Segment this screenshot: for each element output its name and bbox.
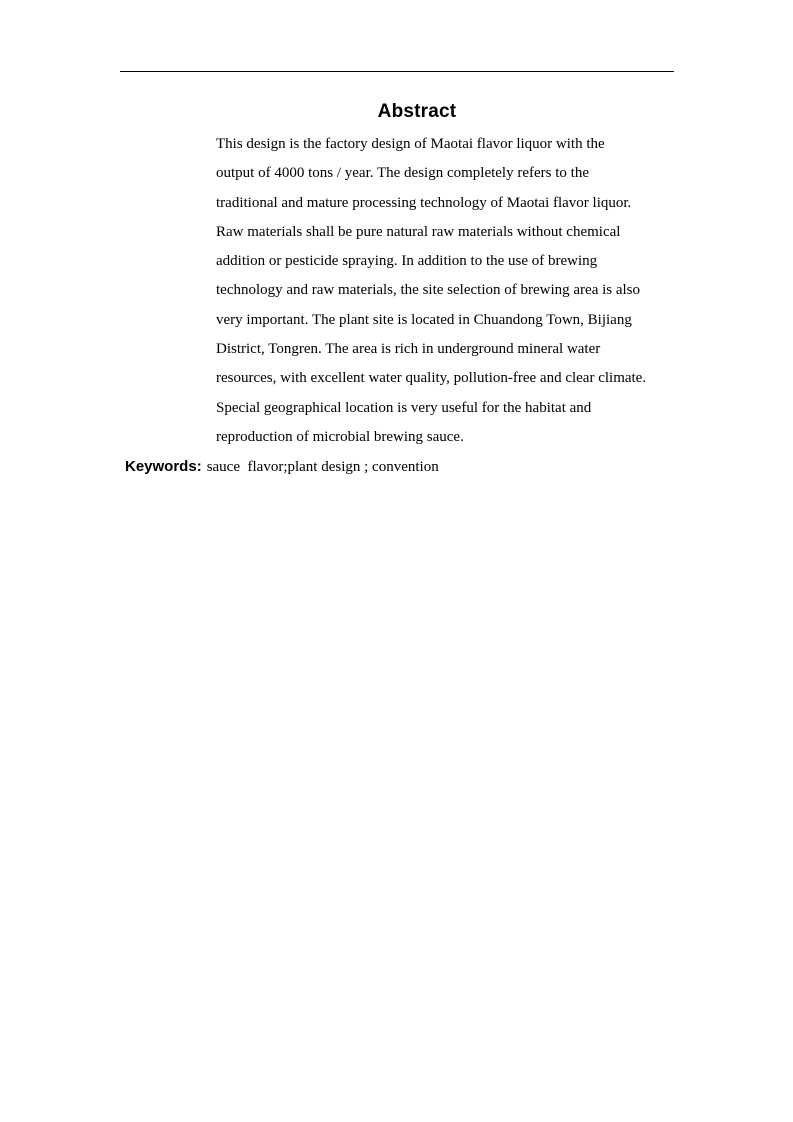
header-divider — [120, 71, 674, 72]
abstract-line: This design is the factory design of Maotai flavor liquor with the — [216, 136, 605, 152]
abstract-line: resources, with excellent water quality, pollution-free and clear climate. — [216, 370, 647, 387]
abstract-line: Special geographical location is very useful for the habitat and — [216, 399, 592, 416]
abstract-line: output of 4000 tons / year. The design completely refers to the — [216, 165, 589, 182]
abstract-line: technology and raw materials, the site selection of brewing area is also — [216, 282, 641, 299]
abstract-heading: Abstract — [377, 101, 457, 122]
keywords-row — [125, 452, 439, 482]
abstract-line: very important. The plant site is located in Chuandong Town, Bijiang — [216, 311, 632, 328]
abstract-line: reproduction of microbial brewing sauce. — [216, 428, 464, 445]
keywords-value: sauce flavor;plant design ; convention — [206, 459, 439, 475]
abstract-line: addition or pesticide spraying. In addition to the use of brewing — [216, 253, 598, 270]
abstract-line: Raw materials shall be pure natural raw materials without chemical — [216, 223, 621, 240]
keywords-label: Keywords: — [125, 458, 202, 475]
abstract-body — [216, 130, 686, 452]
abstract-line: traditional and mature processing technology of Maotai flavor liquor. — [216, 194, 632, 211]
abstract-line: District, Tongren. The area is rich in underground mineral water — [216, 341, 601, 358]
